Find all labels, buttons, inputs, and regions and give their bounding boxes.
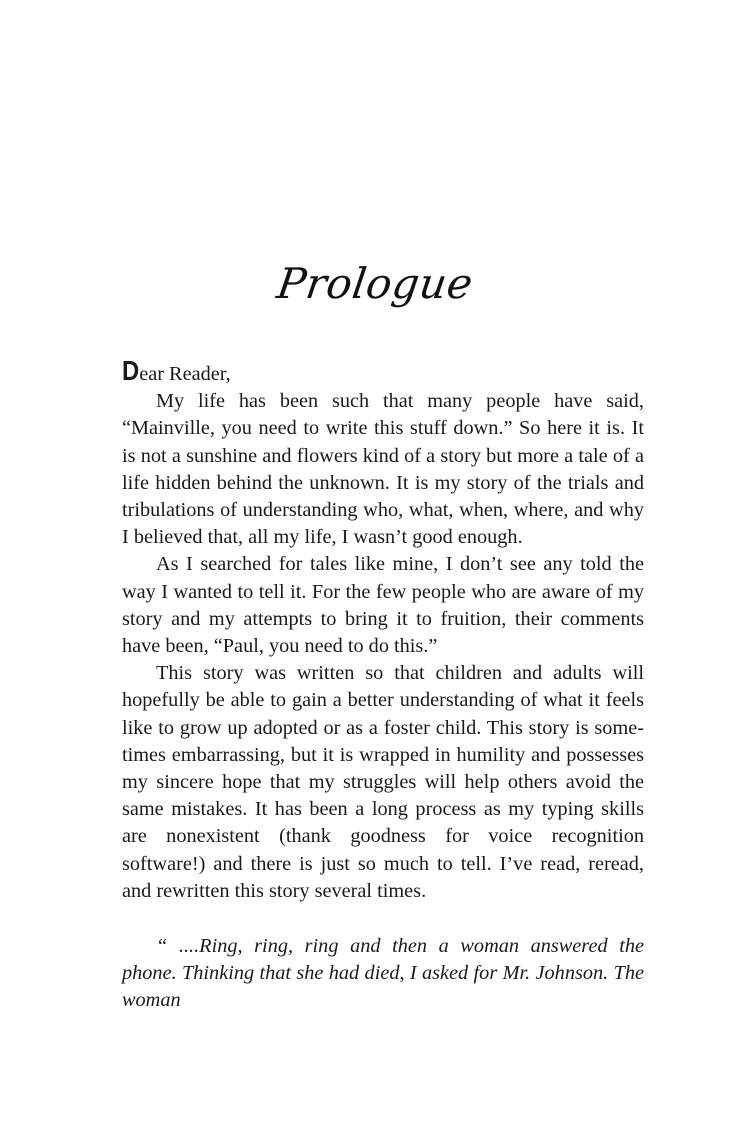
quote-excerpt: “ ....Ring, ring, ring and then a woman answered the phone. Thinking that she had died, I asked for Mr. Johnson. The woman — [122, 935, 644, 1012]
salutation-text: ear Reader, — [139, 363, 231, 385]
salutation — [122, 357, 644, 388]
paragraph: As I searched for tales like mine, I don’t see any told the way I wanted to tell it. For the few people who are aware of my story and my attempts to bring it to fruition, their comments have been, “Paul, you need to do this.” — [122, 553, 644, 658]
drop-cap: D — [122, 355, 140, 386]
chapter-title: Prologue — [274, 259, 477, 308]
prologue-body — [122, 357, 644, 1015]
paragraph: This story was written so that children and adults will hopefully be able to gain a better understanding of what it feels like to grow up adopted or as a foster child. This story is sometimes embarrassing, but it is wrapped in humility and possesses my sincere hope that my struggles will help others avoid the same mistakes. It has been a long process as my typing skills are nonexistent (thank goodness for voice recognition software!) and there is just so much to tell. I’ve read, reread, and rewritten this story several times. — [122, 662, 644, 902]
paragraph: My life has been such that many people have said, “Mainville, you need to write this stuff down.” So here it is. It is not a sunshine and flowers kind of a story but more a tale of a life hidden behind the unknown. It is my story of the trials and tribulations of understanding who, what, when, where, and why I believed that, all my life, I wasn’t good enough. — [122, 390, 644, 549]
